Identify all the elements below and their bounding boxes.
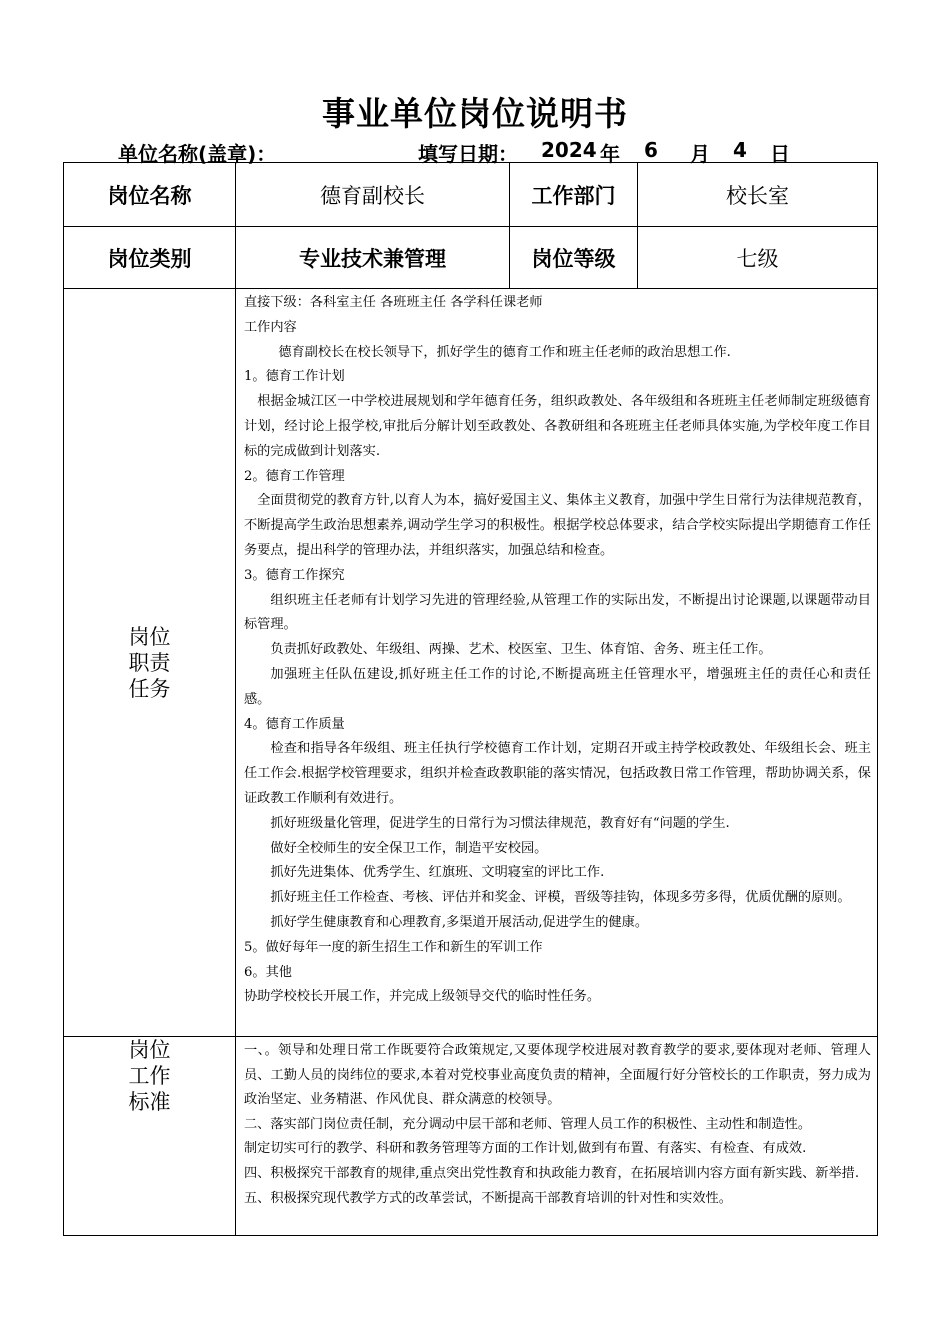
fill-date-label: 填写日期： [418,142,518,166]
duties-label-line: 任务 [128,676,171,701]
duty-paragraph: 根据金城江区一中学校进展规划和学年德育任务，组织政教处、各年级组和各班班主任老师制定班级德育计划，经讨论上报学校,审批后分解计划至政教处、各教研组和各班班主任老师具体实施,为学校年度工作目标的完成做到计划落实. [244,394,871,459]
duty-paragraph: 1。德育工作计划 [244,369,345,385]
date-month: 6 [644,138,658,162]
duty-paragraph: 德育副校长在校长领导下，抓好学生的德育工作和班主任老师的政治思想工作. [278,344,731,360]
duties-label-line: 职责 [128,650,171,675]
standard-paragraph: 二、落实部门岗位责任制，充分调动中层干部和老师、管理人员工作的积极性、主动性和制造性。 [244,1116,812,1132]
standards-paragraphs [244,1039,871,1211]
table-row [64,227,878,289]
table-row [64,1037,878,1236]
position-grade-header: 岗位等级 [510,227,638,289]
standards-label-line: 岗位 [128,1038,171,1062]
duty-paragraph: 工作内容 [244,319,297,335]
duty-paragraph: 全面贯彻党的教育方针,以育人为本，搞好爱国主义、集体主义教育，加强中学生日常行为法律规范教育，不断提高学生政治思想素养,调动学生学习的积极性。根据学校总体要求，结合学校实际提出学期德育工作任务要点，提出科学的管理办法，并组织落实，加强总结和检查。 [244,493,871,558]
duty-paragraph: 做好全校师生的安全保卫工作，制造平安校园。 [270,840,548,856]
duty-paragraph: 加强班主任队伍建设,抓好班主任工作的讨论,不断提高班主任管理水平，增强班主任的责任心和责任感。 [244,666,871,707]
standard-paragraph: 四、积极探究干部教育的规律,重点突出党性教育和执政能力教育，在拓展培训内容方面有新实践、新举措. [244,1165,860,1181]
duty-paragraph: 抓好先进集体、优秀学生、红旗班、文明寝室的评比工作. [270,865,605,881]
unit-name-label: 单位名称(盖章)： [118,142,277,166]
standards-label-line: 工作 [128,1064,171,1088]
standard-paragraph: 制定切实可行的教学、科研和教务管理等方面的工作计划,做到有布置、有落实、有检查、有成效. [244,1141,807,1157]
duty-paragraph: 组织班主任老师有计划学习先进的管理经验,从管理工作的实际出发，不断提出讨论课题,以课题带动目标管理。 [244,592,871,633]
standard-paragraph: 一、。领导和处理日常工作既要符合政策规定,又要体现学校进展对教育教学的要求,要体现对老师、管理人员、工勤人员的岗纬位的要求,本着对党校事业高度负责的精神，全面履行好分管校长的工作职责，努力成为政治坚定、业务精湛、作风优良、群众满意的校领导。 [244,1043,871,1108]
position-name-header: 岗位名称 [64,163,236,227]
department-value: 校长室 [638,163,878,227]
standards-label-line: 标准 [128,1090,171,1114]
date-month-unit: 月 [690,142,710,166]
table-row [64,163,878,227]
table-row [64,289,878,1037]
date-day: 4 [733,138,747,162]
duty-paragraph: 2。德育工作管理 [244,468,345,484]
duty-paragraph: 抓好班级量化管理，促进学生的日常行为习惯法律规范，教育好有“问题的学生. [270,815,730,831]
duty-paragraph: 检查和指导各年级组、班主任执行学校德育工作计划，定期召开或主持学校政教处、年级组长会、班主任工作会.根据学校管理要求，组织并检查政教职能的落实情况，包括政教日常工作管理，帮助协调关系，保证政教工作顺利有效进行。 [244,741,871,806]
duty-paragraph: 直接下级：各科室主任 各班班主任 各学科任课老师 [244,295,543,310]
date-year: 2024 [541,138,597,162]
position-grade-value: 七级 [638,227,878,289]
standards-label [64,1037,236,1236]
job-description-table [63,162,878,1236]
duties-paragraphs [244,291,871,1010]
department-header: 工作部门 [510,163,638,227]
duty-paragraph: 6。其他 [244,964,292,980]
duty-paragraph: 抓好班主任工作检查、考核、评估并和奖金、评模，晋级等挂钩，体现多劳多得，优质优酬的原则。 [270,890,851,906]
duty-paragraph: 4。德育工作质量 [244,716,345,732]
date-day-unit: 日 [770,142,790,166]
duties-label [64,289,236,1037]
duty-paragraph: 抓好学生健康教育和心理教育,多渠道开展活动,促进学生的健康。 [270,914,649,930]
duty-paragraph: 3。德育工作探究 [244,567,345,583]
duties-label-line: 岗位 [128,624,171,649]
standard-paragraph: 五、积极探究现代教学方式的改革尝试，不断提高干部教育培训的针对性和实效性。 [244,1190,732,1206]
position-category-value: 专业技术兼管理 [236,227,510,289]
page-title: 事业单位岗位说明书 [322,94,628,133]
duty-paragraph: 协助学校校长开展工作，并完成上级领导交代的临时性任务。 [244,989,601,1005]
position-category-header: 岗位类别 [64,227,236,289]
date-year-unit: 年 [600,142,620,166]
position-name-value: 德育副校长 [236,163,510,227]
duties-content [236,289,878,1037]
duty-paragraph: 负责抓好政教处、年级组、两操、艺术、校医室、卫生、体育馆、舍务、班主任工作。 [270,642,772,658]
duty-paragraph: 5。做好每年一度的新生招生工作和新生的军训工作 [244,939,543,955]
standards-content [236,1037,878,1236]
